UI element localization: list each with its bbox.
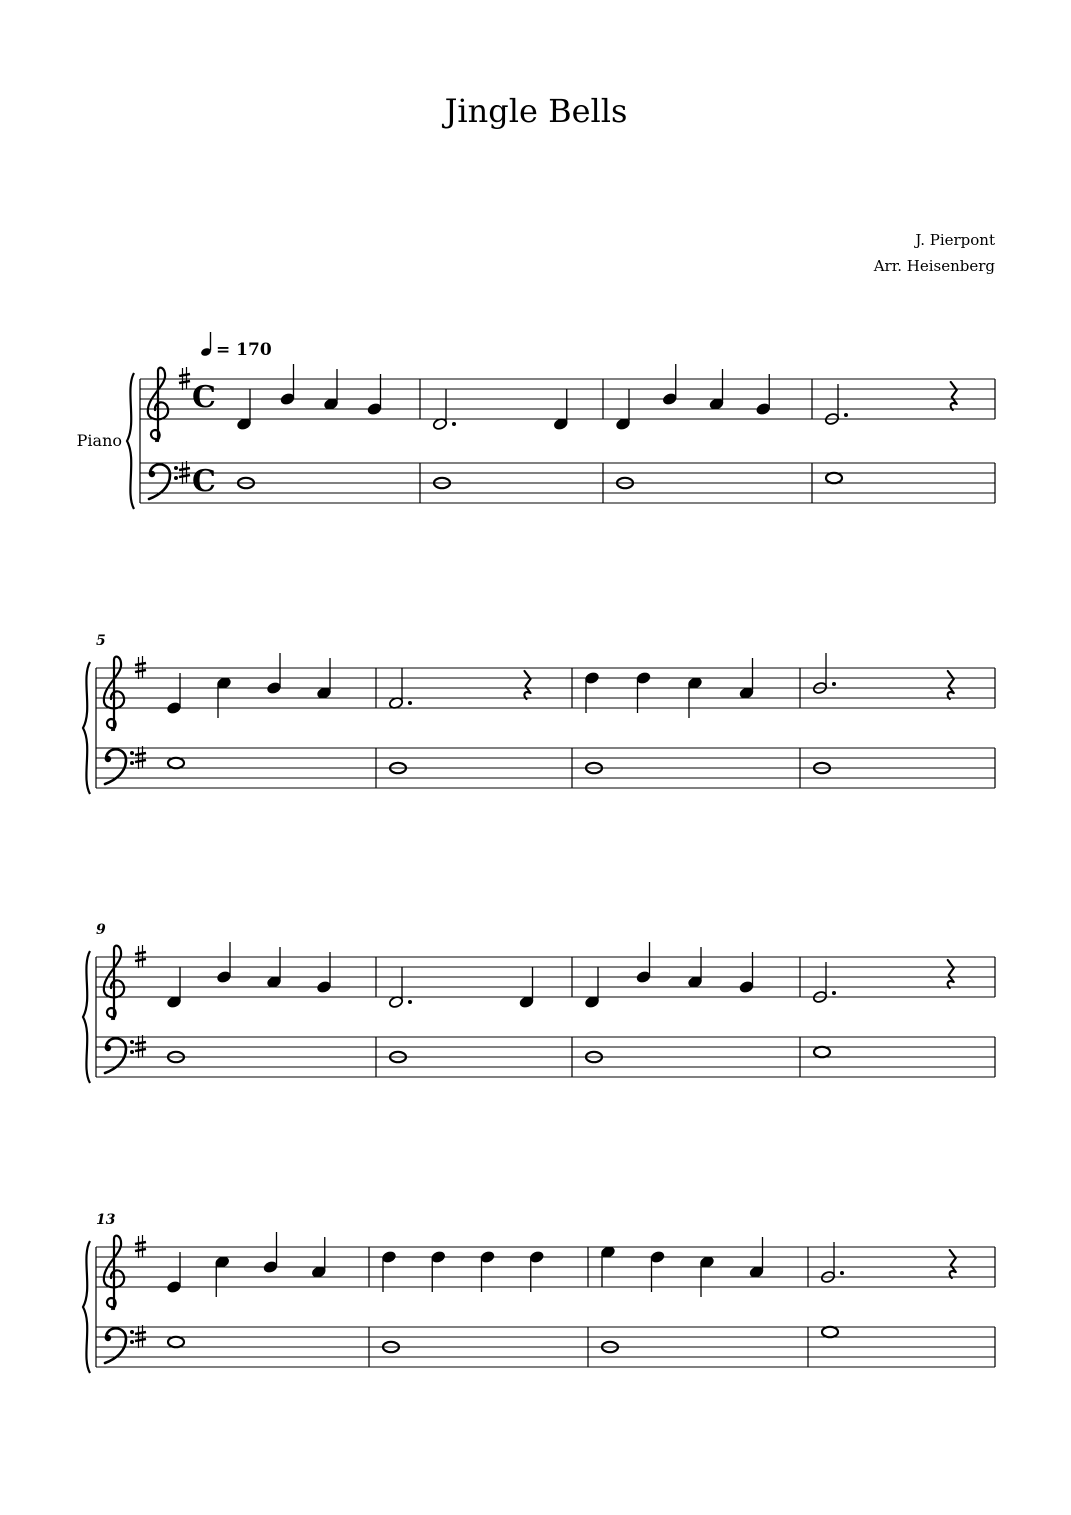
note bbox=[584, 967, 599, 1009]
sharp-stroke bbox=[135, 753, 146, 755]
note bbox=[311, 1237, 326, 1279]
note-head bbox=[826, 473, 842, 483]
instrument-name: Piano bbox=[76, 431, 122, 450]
measure bbox=[820, 1242, 955, 1337]
sharp-stroke bbox=[135, 1339, 146, 1341]
bass-staff bbox=[96, 1037, 995, 1077]
time-signature-common-icon: C bbox=[192, 380, 216, 415]
note-head bbox=[168, 1337, 184, 1347]
measure bbox=[600, 1237, 764, 1352]
note bbox=[822, 1327, 838, 1337]
sharp-stroke bbox=[135, 1332, 146, 1334]
augmentation-dot bbox=[408, 701, 412, 705]
sharp-stroke bbox=[135, 760, 146, 762]
note bbox=[687, 947, 702, 989]
measure bbox=[615, 364, 771, 488]
augmentation-dot bbox=[452, 422, 456, 426]
arranger-credit: Arr. Heisenberg bbox=[873, 257, 995, 275]
bass-clef-dot bbox=[130, 1340, 134, 1344]
note bbox=[814, 1047, 830, 1057]
quarter-rest-icon bbox=[948, 960, 954, 988]
bass-clef-icon bbox=[105, 1328, 126, 1363]
quarter-rest-icon bbox=[951, 382, 957, 410]
score-title: Jingle Bells bbox=[444, 92, 628, 130]
note bbox=[388, 967, 412, 1009]
note bbox=[388, 668, 412, 710]
bass-clef-dot bbox=[149, 471, 155, 477]
bass-clef-icon bbox=[149, 464, 170, 499]
score-systems bbox=[83, 364, 995, 1373]
note bbox=[687, 676, 702, 718]
measure bbox=[812, 960, 953, 1057]
note-head bbox=[822, 1327, 838, 1337]
measure bbox=[824, 382, 956, 483]
measure-number: 9 bbox=[96, 922, 106, 938]
augmentation-dot bbox=[832, 991, 836, 995]
measure bbox=[812, 653, 953, 773]
bass-clef-icon bbox=[105, 1038, 126, 1073]
composer-credit: J. Pierpont bbox=[915, 231, 995, 249]
bass-clef-dot bbox=[105, 756, 111, 762]
bass-clef-dot bbox=[130, 1050, 134, 1054]
note bbox=[323, 369, 338, 411]
piano-brace-icon bbox=[127, 373, 134, 509]
sharp-stroke bbox=[135, 663, 146, 665]
augmentation-dot bbox=[832, 682, 836, 686]
note bbox=[432, 389, 456, 431]
augmentation-dot bbox=[844, 413, 848, 417]
piano-brace-icon bbox=[83, 951, 90, 1083]
measure bbox=[166, 1232, 326, 1347]
note bbox=[215, 1255, 230, 1297]
bass-clef-dot bbox=[130, 1040, 134, 1044]
measure bbox=[166, 942, 331, 1062]
note bbox=[266, 947, 281, 989]
time-signature-common-icon: C bbox=[192, 464, 216, 499]
note bbox=[699, 1255, 714, 1297]
measure bbox=[166, 653, 331, 768]
staff-system bbox=[127, 364, 995, 509]
note bbox=[216, 676, 231, 718]
bass-clef-dot bbox=[130, 761, 134, 765]
measure bbox=[584, 658, 754, 773]
staff-system bbox=[83, 1212, 995, 1373]
measure-number: 5 bbox=[96, 633, 106, 649]
note bbox=[709, 369, 724, 411]
bass-staff bbox=[96, 748, 995, 788]
bass-staff bbox=[140, 463, 995, 503]
sharp-stroke bbox=[179, 381, 190, 383]
sharp-stroke bbox=[135, 1242, 146, 1244]
sharp-stroke bbox=[179, 374, 190, 376]
quarter-rest-icon bbox=[948, 671, 954, 699]
quarter-rest-icon bbox=[524, 671, 530, 699]
bass-clef-dot bbox=[105, 1335, 111, 1341]
note bbox=[615, 389, 630, 431]
note bbox=[600, 1245, 615, 1287]
sharp-stroke bbox=[135, 959, 146, 961]
piano-brace-icon bbox=[83, 1241, 90, 1373]
bass-clef-dot bbox=[174, 476, 178, 480]
note bbox=[168, 758, 184, 768]
note bbox=[316, 658, 331, 700]
sharp-stroke bbox=[179, 475, 190, 477]
note bbox=[749, 1237, 764, 1279]
tempo-marking bbox=[200, 332, 272, 360]
note bbox=[168, 1337, 184, 1347]
bass-clef-dot bbox=[105, 1045, 111, 1051]
treble-staff bbox=[140, 379, 995, 419]
sharp-stroke bbox=[135, 670, 146, 672]
note bbox=[166, 967, 181, 1009]
augmentation-dot bbox=[408, 1000, 412, 1004]
treble-staff bbox=[96, 1247, 995, 1287]
measure bbox=[236, 364, 382, 488]
sharp-stroke bbox=[135, 952, 146, 954]
measure-number: 13 bbox=[96, 1212, 116, 1228]
measure bbox=[388, 967, 534, 1062]
sharp-stroke bbox=[135, 1042, 146, 1044]
note bbox=[739, 658, 754, 700]
staff-system bbox=[83, 633, 995, 794]
note bbox=[826, 473, 842, 483]
measure bbox=[584, 942, 754, 1062]
sharp-stroke bbox=[179, 468, 190, 470]
bass-clef-icon bbox=[105, 749, 126, 784]
treble-staff bbox=[96, 957, 995, 997]
bass-clef-dot bbox=[174, 466, 178, 470]
augmentation-dot bbox=[840, 1271, 844, 1275]
measure bbox=[388, 668, 530, 773]
note-head bbox=[168, 758, 184, 768]
bass-staff bbox=[96, 1327, 995, 1367]
note bbox=[519, 967, 534, 1009]
bass-clef-dot bbox=[130, 1330, 134, 1334]
staff-system bbox=[83, 922, 995, 1083]
sharp-stroke bbox=[135, 1249, 146, 1251]
note-head bbox=[814, 1047, 830, 1057]
piano-brace-icon bbox=[83, 662, 90, 794]
note bbox=[236, 389, 251, 431]
sharp-stroke bbox=[135, 1049, 146, 1051]
note bbox=[553, 389, 568, 431]
quarter-rest-icon bbox=[950, 1250, 956, 1278]
bass-clef-dot bbox=[130, 751, 134, 755]
treble-staff bbox=[96, 668, 995, 708]
tempo-value: = 170 bbox=[216, 340, 272, 360]
